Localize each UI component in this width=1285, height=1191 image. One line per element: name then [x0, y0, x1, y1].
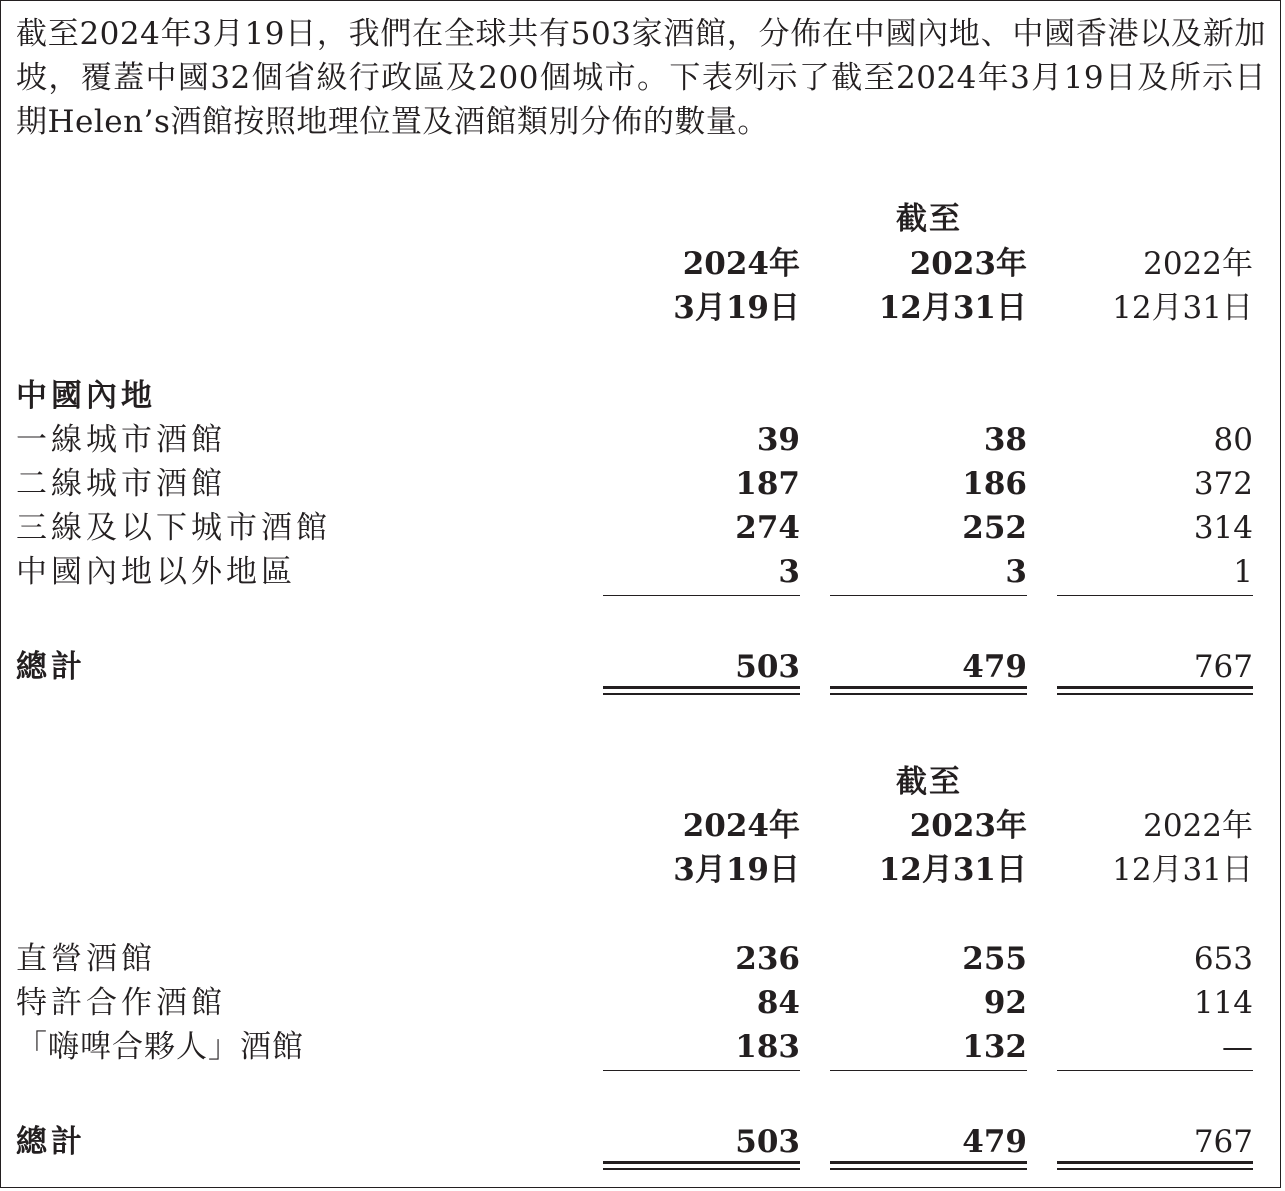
col3-year: 2022年 [1143, 246, 1253, 282]
total-value-2022: 767 [1193, 649, 1253, 685]
row-value-2024: 274 [735, 510, 800, 546]
total-double-rule [1057, 1161, 1253, 1170]
row-value-2022: 114 [1193, 985, 1253, 1021]
row-value-2023: 186 [962, 466, 1027, 502]
total-value-2022: 767 [1193, 1124, 1253, 1160]
row-label: 直營酒館 [16, 941, 156, 977]
subtotal-rule [830, 595, 1027, 596]
row-value-2023: 3 [1005, 554, 1027, 590]
row-value-2023: 255 [962, 941, 1027, 977]
subtotal-rule [1057, 1070, 1253, 1071]
col1-year: 2024年 [682, 808, 800, 844]
row-label: 「嗨啤合夥人」酒館 [16, 1029, 304, 1065]
row-label: 中國內地以外地區 [16, 554, 296, 590]
col3-date: 12月31日 [1112, 852, 1253, 888]
col3-date: 12月31日 [1112, 290, 1253, 326]
row-value-2022: 653 [1193, 941, 1253, 977]
total-double-rule [830, 1161, 1027, 1170]
row-value-2022: 314 [1193, 510, 1253, 546]
total-double-rule [603, 1161, 800, 1170]
total-value-2024: 503 [735, 649, 800, 685]
subtotal-rule [603, 595, 800, 596]
total-value-2024: 503 [735, 1124, 800, 1160]
subtotal-rule [830, 1070, 1027, 1071]
as-of-header: 截至 [896, 764, 962, 800]
row-value-2022: — [1222, 1029, 1253, 1065]
row-value-2024: 39 [756, 422, 800, 458]
row-value-2023: 252 [962, 510, 1027, 546]
col2-date: 12月31日 [878, 290, 1027, 326]
col2-year: 2023年 [909, 808, 1027, 844]
col3-year: 2022年 [1143, 808, 1253, 844]
total-label: 總計 [16, 649, 86, 685]
row-value-2022: 80 [1213, 422, 1253, 458]
row-value-2023: 92 [983, 985, 1027, 1021]
row-value-2024: 3 [778, 554, 800, 590]
row-label: 二線城市酒館 [16, 466, 226, 502]
total-double-rule [1057, 686, 1253, 695]
col1-year: 2024年 [682, 246, 800, 282]
total-label: 總計 [16, 1124, 86, 1160]
as-of-header: 截至 [896, 201, 962, 237]
total-value-2023: 479 [962, 1124, 1027, 1160]
subtotal-rule [1057, 595, 1253, 596]
row-label: 三線及以下城市酒館 [16, 510, 331, 546]
row-value-2023: 38 [983, 422, 1027, 458]
row-value-2022: 1 [1233, 554, 1253, 590]
intro-paragraph: 截至2024年3月19日，我們在全球共有503家酒館，分佈在中國內地、中國香港以及新加坡，覆蓋中國32個省級行政區及200個城市。下表列示了截至2024年3月19日及所示日期Helen’s酒館按照地理位置及酒館類別分佈的數量。 [16, 16, 1266, 140]
total-value-2023: 479 [962, 649, 1027, 685]
subtotal-rule [603, 1070, 800, 1071]
col2-year: 2023年 [909, 246, 1027, 282]
row-value-2024: 84 [756, 985, 800, 1021]
total-double-rule [830, 686, 1027, 695]
col2-date: 12月31日 [878, 852, 1027, 888]
section-heading: 中國內地 [16, 378, 156, 414]
row-value-2024: 236 [735, 941, 800, 977]
total-double-rule [603, 686, 800, 695]
row-value-2022: 372 [1193, 466, 1253, 502]
row-label: 一線城市酒館 [16, 422, 226, 458]
row-label: 特許合作酒館 [16, 985, 226, 1021]
col1-date: 3月19日 [673, 290, 800, 326]
row-value-2024: 183 [735, 1029, 800, 1065]
row-value-2024: 187 [735, 466, 800, 502]
col1-date: 3月19日 [673, 852, 800, 888]
row-value-2023: 132 [962, 1029, 1027, 1065]
